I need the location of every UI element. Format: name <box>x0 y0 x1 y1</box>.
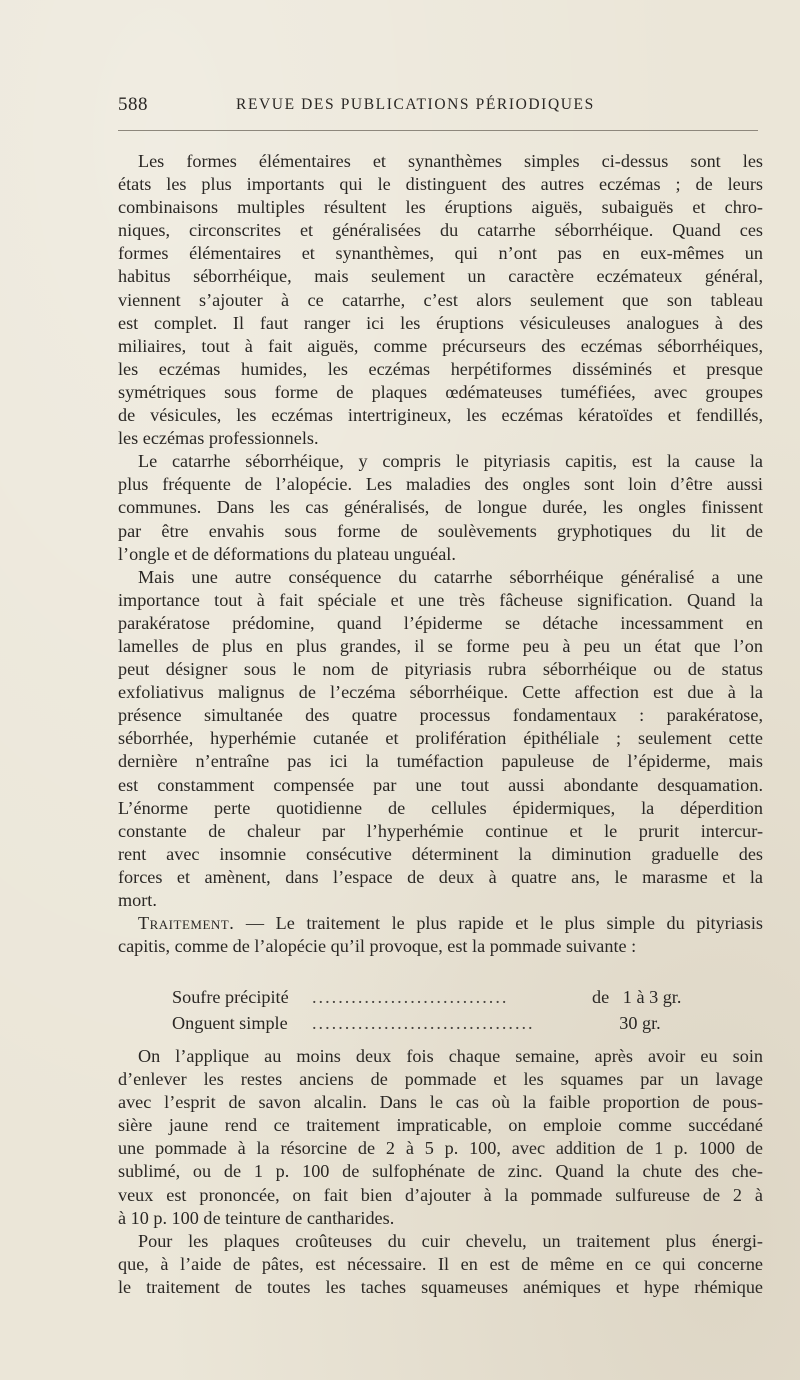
text-line: On l’applique au moins deux fois chaque semaine, après avoir eu soin <box>138 1046 763 1066</box>
text-line: par être envahis sous forme de soulèvements gryphotiques du lit de <box>118 520 763 541</box>
text-line: d’enlever les restes anciens de pommade et les squames par un lavage <box>118 1069 763 1090</box>
text-line: le traitement de toutes les taches squameuses anémiques et hype rhémique <box>118 1276 763 1297</box>
text-line: Le catarrhe séborrhéique, y compris le pityriasis capitis, est la cause la <box>138 451 763 472</box>
text-line: est constamment compensée par une tout aussi abondante desquamation. <box>118 774 763 795</box>
text-line: que, à l’aide de pâtes, est nécessaire. Il en est de même en ce qui concerne <box>118 1253 763 1274</box>
text-line: Pour les plaques croûteuses du cuir chevelu, un traitement plus énergi- <box>138 1230 763 1251</box>
text-line: mort. <box>118 890 157 910</box>
text-line: habitus séborrhéique, mais seulement un caractère eczémateux général, <box>118 266 763 287</box>
text-line: symétriques sous forme de plaques œdémateuses tuméfiées, avec groupes <box>118 381 763 402</box>
text-line: viennent s’ajouter à ce catarrhe, c’est alors seulement que son tableau <box>118 289 763 310</box>
text-line: veux est prononcée, on fait bien d’ajouter à la pommade sulfureuse de 2 à <box>118 1184 763 1205</box>
text-line: miliaires, tout à fait aiguës, comme précurseurs des eczémas séborrhéiques, <box>118 335 763 356</box>
page-number: 588 <box>118 94 148 115</box>
treatment-text: — Le traitement le plus rapide et le plus simple du pityriasis <box>234 913 763 934</box>
text-line: L’énorme perte quotidienne de cellules épidermiques, la déperdition <box>118 797 763 818</box>
text-line: sière jaune rend ce traitement impraticable, on emploie comme succédané <box>118 1115 763 1136</box>
text-line: niques, circonscrites et généralisées du catarrhe séborrhéique. Quand ces <box>118 220 763 241</box>
header-rule <box>118 130 758 131</box>
closing-text <box>118 1045 763 1299</box>
recipe-row <box>172 986 712 1009</box>
main-text <box>118 150 763 958</box>
text-line: une pommade à la résorcine de 2 à 5 p. 100, avec addition de 1 p. 1000 de <box>118 1138 763 1159</box>
text-line: états les plus importants qui le distinguent des autres eczémas ; de leurs <box>118 174 763 195</box>
text-line: dernière n’entraîne pas ici la tuméfaction papuleuse de l’épiderme, mais <box>118 751 763 772</box>
text-line: exfoliativus malignus de l’eczéma séborrhéique. Cette affection est due à la <box>118 682 763 703</box>
text-line: communes. Dans les cas généralisés, de longue durée, les ongles finissent <box>118 497 763 518</box>
recipe-row <box>172 1012 712 1035</box>
text-line: les eczémas professionnels. <box>118 428 319 449</box>
text-line: rent avec insomnie consécutive déterminent la diminution graduelle des <box>118 843 763 864</box>
recipe-quantity: de 1 à 3 gr. <box>592 987 682 1007</box>
text-line: lamelles de plus en plus grandes, il se forme peu à peu un état que l’on <box>118 635 763 656</box>
text-line: formes élémentaires et synanthèmes, qui n’ont pas en eux-mêmes un <box>118 243 763 264</box>
recipe-ingredient: Soufre précipité <box>172 987 289 1007</box>
recipe-quantity: 30 gr. <box>592 1013 661 1033</box>
recipe-ingredient: Onguent simple <box>172 1013 288 1033</box>
text-line: avec l’esprit de savon alcalin. Dans le cas où la faible proportion de pous- <box>118 1092 763 1113</box>
text-line: parakératose prédomine, quand l’épiderme se détache incessamment en <box>118 612 763 633</box>
text-line: sublimé, ou de 1 p. 100 de sulfophénate de zinc. Quand la chute des che- <box>118 1161 763 1182</box>
text-line: plus fréquente de l’alopécie. Les maladies des ongles sont loin d’être aussi <box>118 474 763 495</box>
text-line: séborrhée, hyperhémie cutanée et prolifération épithéliale ; seulement cette <box>118 728 763 749</box>
text-line: Mais une autre conséquence du catarrhe séborrhéique généralisé a une <box>138 566 763 587</box>
text-line: l’ongle et de déformations du plateau unguéal. <box>118 543 456 564</box>
text-line: à 10 p. 100 de teinture de cantharides. <box>118 1207 395 1228</box>
text-line: forces et amènent, dans l’espace de deux à quatre ans, le marasme et la <box>118 866 763 887</box>
text-line: les eczémas humides, les eczémas herpétiformes disséminés et presque <box>118 358 763 379</box>
text-line: est complet. Il faut ranger ici les éruptions vésiculeuses analogues à des <box>118 312 763 333</box>
text-line: importance tout à fait spéciale et une très fâcheuse signification. Quand la <box>118 589 763 610</box>
text-line: constante de chaleur par l’hyperhémie continue et le prurit intercur- <box>118 820 763 841</box>
recipe-leader-dots: .................................. <box>312 1013 535 1033</box>
text-line: peut désigner sous le nom de pityriasis rubra séborrhéique ou de status <box>118 659 763 680</box>
text-line: combinaisons multiples résultent les éruptions aiguës, subaiguës et chro- <box>118 197 763 218</box>
text-line: présence simultanée des quatre processus fondamentaux : parakératose, <box>118 705 763 726</box>
text-line: de vésicules, les eczémas intertrigineux, les eczémas kératoïdes et fendillés, <box>118 405 763 426</box>
text-line: capitis, comme de l’alopécie qu’il provoque, est la pommade suivante : <box>118 936 637 957</box>
treatment-line <box>118 912 763 935</box>
recipe-leader-dots: .............................. <box>312 987 509 1007</box>
treatment-heading: Traitement. <box>138 913 235 934</box>
running-title: REVUE DES PUBLICATIONS PÉRIODIQUES <box>236 96 595 113</box>
text-line: Les formes élémentaires et synanthèmes simples ci-dessus sont les <box>138 151 763 171</box>
